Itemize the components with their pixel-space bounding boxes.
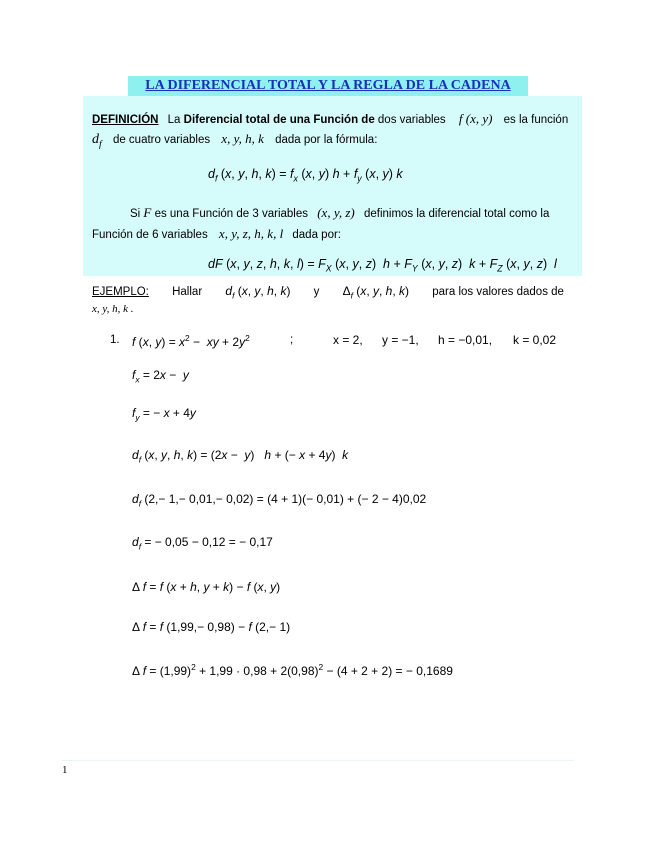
definition-label: DEFINICIÓN: [92, 114, 159, 126]
definition-bold-text: Diferencial total de una Función de: [183, 114, 375, 126]
definition-line-2: [92, 131, 377, 150]
definition-paragraph-2: Si F es una Función de 3 variables (x, y, z) definimos la diferencial total como la: [130, 205, 550, 220]
problem-number: 1.: [110, 334, 120, 346]
formula-total-differential-3var: dF (x, y, z, h, k, $l) = F_X$ (x, y, z) $h + F_Y$ (x, y, z) $k + F_Z$ (x, y, z) l: [208, 257, 557, 274]
step-df-general: $d_f$ (x, y, h, k) = (2x − y) h + (− x + 4y) k: [132, 448, 349, 465]
definition-function: f (x, y): [458, 111, 493, 126]
problem-y-value: y = −1,: [382, 333, 419, 347]
formula-differential: $d_f$ (x, y, h, $k) = f_x$ (x, y) $h + f_y$ (x, y) k: [208, 167, 403, 184]
example-expr-df: $d_f$ (x, y, h, k): [225, 284, 291, 301]
definition-text: dada por la fórmula:: [275, 134, 378, 146]
step-fx: $f_x = 2x - y$: [132, 368, 189, 385]
step-delta-general: Δ f = f (x + h, y + k) − f (x, y): [132, 580, 281, 594]
problem-function: f (x, $y) = x^2$ − xy + $2y^2$: [132, 333, 250, 349]
example-expr-delta: $\Delta_f$ (x, y, h, k): [342, 284, 410, 301]
problem-h-value: h = −0,01,: [438, 333, 493, 347]
step-delta-substituted: Δ f = f (1,99,− 0,98) − f (2,− 1): [132, 620, 291, 634]
footer-divider: [62, 760, 574, 761]
df-symbol: $d_f$: [92, 132, 102, 150]
step-fy: $f_y$ = − x + 4y: [132, 406, 196, 423]
page-title: LA DIFERENCIAL TOTAL Y LA REGLA DE LA CADENA: [128, 76, 528, 96]
problem-k-value: k = 0,02: [513, 333, 557, 347]
example-vars: x, y, h, k .: [92, 303, 134, 315]
example-line: EJEMPLO: Hallar $d_f$ (x, y, h, k) y $\Delta_f$ (x, y, h, k) para los valores dados de: [92, 284, 564, 301]
step-df-result: $d_f$ = − 0,05 − 0,12 = − 0,17: [132, 535, 273, 552]
definition-text: dos variables: [374, 114, 446, 126]
definition-paragraph-2-line-2: Función de 6 variables x, y, z, h, k, l dada por:: [92, 226, 341, 241]
step-delta-result: Δ $f = (1,99)^2 + 1,99 \cdot 0,98 + 2(0,98)^2 - (4 + 2 + 2)$ = − 0,1689: [132, 662, 453, 678]
page-number: 1: [62, 764, 68, 776]
definition-vars: x, y, h, k: [221, 131, 264, 146]
step-df-substituted: $d_f$ (2,− 1,− 0,01,− 0,02) = (4 + 1)(− 0,01) + (− 2 − 4)0,02: [132, 492, 427, 509]
definition-text: La: [167, 114, 184, 126]
problem-separator: ;: [290, 334, 294, 346]
example-label: EJEMPLO:: [92, 286, 149, 298]
definition-line-1: [92, 111, 569, 127]
problem-x-value: x = 2,: [333, 333, 363, 347]
definition-text: de cuatro variables: [112, 134, 211, 146]
definition-text: es la función: [503, 114, 569, 126]
